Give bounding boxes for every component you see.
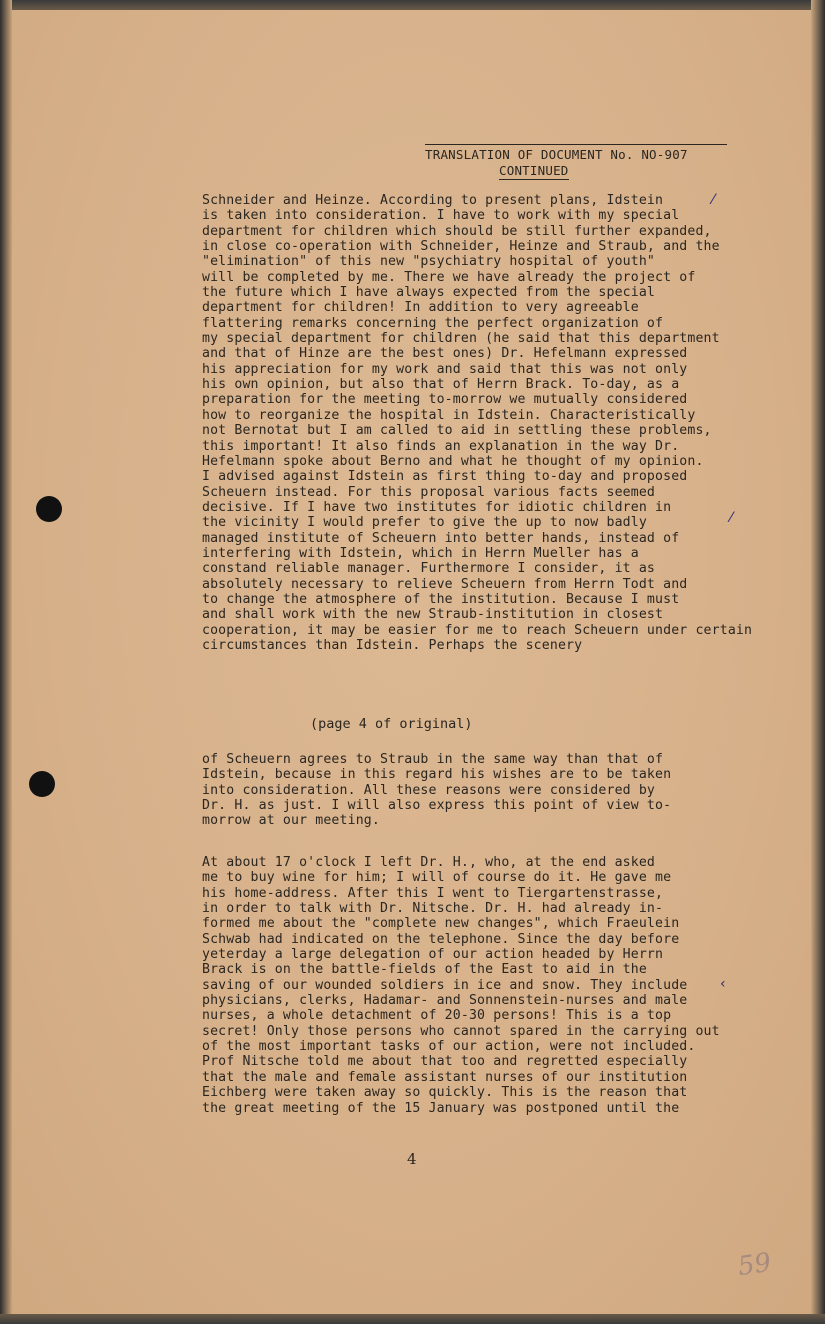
- scan-edge-left: [0, 0, 12, 1324]
- text-line: in order to talk with Dr. Nitsche. Dr. H. had already in-: [202, 901, 664, 917]
- pencil-mark-icon: ⁄: [712, 192, 715, 208]
- document-header: [425, 144, 725, 180]
- text-line: in close co-operation with Schneider, Heinze and Straub, and the: [202, 239, 720, 255]
- header-subtitle: CONTINUED: [499, 163, 569, 178]
- text-line: Schwab had indicated on the telephone. Since the day before: [202, 931, 680, 947]
- text-line: and shall work with the new Straub-institution in closest: [202, 607, 664, 623]
- text-line: Scheuern instead. For this proposal various facts seemed: [202, 484, 656, 500]
- text-line: not Bernotat but I am called to aid in settling these problems,: [202, 423, 712, 439]
- text-line: managed institute of Scheuern into better hands, instead of: [202, 530, 680, 546]
- punch-hole-bottom: [29, 771, 55, 797]
- text-line: Idstein, because in this regard his wishes are to be taken: [202, 767, 672, 783]
- text-line: how to reorganize the hospital in Idstein. Characteristically: [202, 407, 696, 423]
- text-line: preparation for the meeting to-morrow we mutually considered: [202, 392, 688, 408]
- pencil-mark-icon: ‹: [720, 976, 726, 992]
- text-line: decisive. If I have two institutes for idiotic children in: [202, 499, 672, 515]
- text-line: interfering with Idstein, which in Herrn Mueller has a: [202, 545, 639, 561]
- pencil-mark-icon: ⁄: [730, 510, 733, 526]
- text-line: constand reliable manager. Furthermore I consider, it as: [202, 561, 656, 577]
- text-line: Prof Nitsche told me about that too and regretted especially: [202, 1054, 688, 1070]
- text-line: morrow at our meeting.: [202, 813, 380, 829]
- text-line: the future which I have always expected from the special: [202, 285, 656, 301]
- text-line: I advised against Idstein as first thing to-day and proposed: [202, 469, 688, 485]
- text-line: me to buy wine for him; I will of course do it. He gave me: [202, 870, 672, 886]
- text-line: physicians, clerks, Hadamar- and Sonnenstein-nurses and male: [202, 993, 688, 1009]
- text-line: and that of Hinze are the best ones) Dr. Hefelmann expressed: [202, 346, 688, 362]
- text-line: his home-address. After this I went to Tiergartenstrasse,: [202, 885, 664, 901]
- text-line: flattering remarks concerning the perfect organization of: [202, 315, 664, 331]
- header-rule-top: [425, 144, 727, 145]
- paragraph-1: [202, 193, 762, 653]
- text-line: the great meeting of the 15 January was postponed until the: [202, 1100, 680, 1116]
- header-title: TRANSLATION OF DOCUMENT No. NO-907: [425, 147, 688, 162]
- scan-edge-bottom: [0, 1314, 825, 1324]
- text-line: into consideration. All these reasons were considered by: [202, 782, 656, 798]
- text-line: "elimination" of this new "psychiatry hospital of youth": [202, 254, 656, 270]
- text-line: Eichberg were taken away so quickly. This is the reason that: [202, 1085, 688, 1101]
- page-note: (page 4 of original): [310, 716, 473, 732]
- text-line: department for children! In addition to very agreeable: [202, 300, 639, 316]
- text-line: his appreciation for my work and said that this was not only: [202, 361, 688, 377]
- scan-edge-top: [0, 0, 825, 10]
- text-line: Schneider and Heinze. According to present plans, Idstein: [202, 193, 664, 208]
- text-line: his own opinion, but also that of Herrn Brack. To-day, as a: [202, 377, 680, 393]
- text-line: absolutely necessary to relieve Scheuern from Herrn Todt and: [202, 576, 688, 592]
- scan-edge-right: [811, 0, 825, 1324]
- text-line: Dr. H. as just. I will also express this point of view to-: [202, 798, 672, 814]
- text-line: Hefelmann spoke about Berno and what he thought of my opinion.: [202, 453, 704, 469]
- punch-hole-top: [36, 496, 62, 522]
- text-line: my special department for children (he said that this department: [202, 331, 720, 347]
- text-line: of Scheuern agrees to Straub in the same way than that of: [202, 752, 664, 767]
- text-line: is taken into consideration. I have to work with my special: [202, 208, 680, 224]
- text-line: department for children which should be still further expanded,: [202, 223, 712, 239]
- text-line: of the most important tasks of our action, were not included.: [202, 1039, 696, 1055]
- text-line: yeterday a large delegation of our action headed by Herrn: [202, 947, 664, 963]
- text-line: this important! It also finds an explanation in the way Dr.: [202, 438, 680, 454]
- text-line: that the male and female assistant nurses of our institution: [202, 1069, 688, 1085]
- paragraph-3: [202, 855, 762, 1116]
- archive-stamp-number: 59: [736, 1247, 774, 1283]
- text-line: secret! Only those persons who cannot spared in the carrying out: [202, 1023, 720, 1039]
- text-line: cooperation, it may be easier for me to reach Scheuern under certain: [202, 622, 753, 638]
- text-line: saving of our wounded soldiers in ice and snow. They include: [202, 977, 688, 993]
- text-line: will be completed by me. There we have already the project of: [202, 269, 696, 285]
- text-line: At about 17 o'clock I left Dr. H., who, at the end asked: [202, 855, 656, 870]
- text-line: formed me about the "complete new changes", which Fraeulein: [202, 916, 680, 932]
- text-line: to change the atmosphere of the institution. Because I must: [202, 591, 680, 607]
- text-line: nurses, a whole detachment of 20-30 persons! This is a top: [202, 1008, 672, 1024]
- page-number: 4: [407, 1150, 417, 1168]
- text-line: the vicinity I would prefer to give the up to now badly: [202, 515, 647, 531]
- text-line: circumstances than Idstein. Perhaps the scenery: [202, 637, 583, 653]
- paragraph-2: [202, 752, 762, 829]
- text-line: Brack is on the battle-fields of the East to aid in the: [202, 962, 647, 978]
